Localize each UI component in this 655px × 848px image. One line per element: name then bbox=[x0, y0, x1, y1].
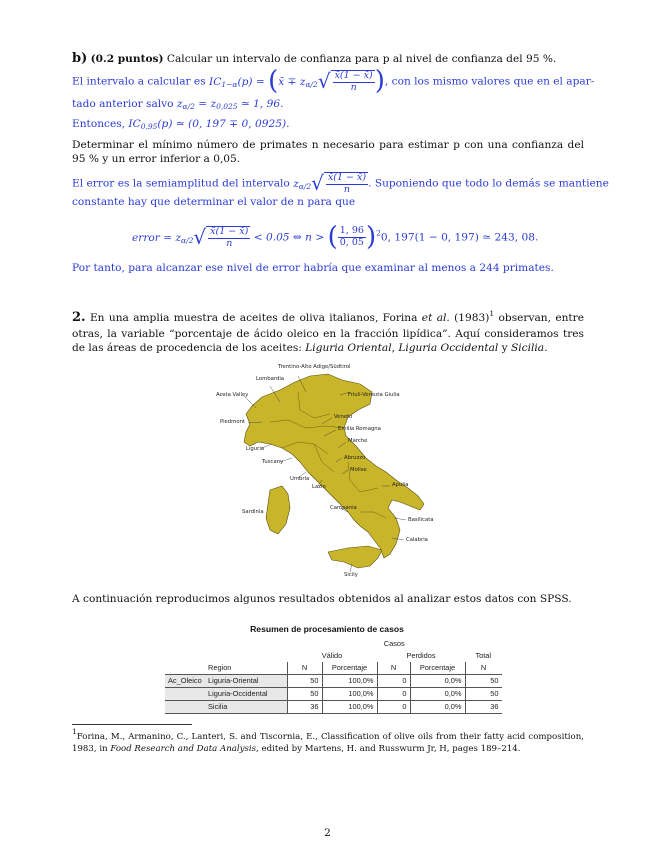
problem2-area3: Sicilia bbox=[511, 341, 545, 354]
answer1-line3-val: (p) ≃ (0, 197 ∓ 0, 0925). bbox=[157, 118, 290, 130]
problem2-etal: et al. bbox=[421, 312, 450, 324]
eq-mid: < 0.05 ⇔ n > bbox=[253, 231, 325, 244]
answer2-conclusion: Por tanto, para alcanzar ese nivel de error habría que examinar al menos a 244 primates. bbox=[72, 262, 554, 274]
label-basilicata: Basilicata bbox=[408, 517, 434, 523]
question-b-points: (0.2 puntos) bbox=[90, 53, 164, 65]
label-trentino: Trentino-Alto Adige/Südtirol bbox=[278, 364, 351, 370]
row-region: Sicilia bbox=[205, 701, 287, 714]
problem2-end: . bbox=[544, 341, 548, 354]
cell-total-n: 36 bbox=[465, 701, 502, 714]
eq-right: 0, 197(1 − 0, 197) ≃ 243, 08. bbox=[380, 231, 539, 244]
cell-lost-n: 0 bbox=[377, 688, 410, 701]
answer1-line2-prefix: tado anterior salvo bbox=[72, 98, 174, 110]
question-b-label: b) bbox=[72, 51, 88, 66]
label-lombardia: Lombardia bbox=[256, 376, 285, 382]
label-sardinia: Sardinia bbox=[242, 509, 264, 515]
spss-table bbox=[165, 638, 502, 714]
sicily-shape bbox=[328, 546, 382, 568]
answer1-line3-ic: IC bbox=[128, 118, 141, 130]
page-number: 2 bbox=[324, 827, 331, 839]
question-n: Determinar el mínimo número de primates n necesario para estimar p con una confianza del 95 % y un error inferior a 0,05. bbox=[72, 139, 584, 166]
answer1-ic-arg: (p) = bbox=[237, 75, 265, 88]
eq-pfrac-den: 0, 05 bbox=[339, 237, 364, 249]
answer2-line1: El error es la semiamplitud del intervalo $z_{\alpha/2}√$ $\frac{x̄(1 - x̄)}{n}$ . Suponiendo que todo lo demás se mantiene bbox=[72, 171, 609, 195]
eq-pfrac-num: 1, 96 bbox=[339, 225, 364, 237]
label-veneto: Veneto bbox=[334, 414, 353, 420]
answer1-line2-sub: α/2 bbox=[182, 102, 195, 111]
answer1-line1: El intervalo a calcular es $IC_{1-\alpha}(p)$ = (x̄ ∓ $z_{\alpha/2}√$ $\frac{x̄(1 - x̄)}{n}$ ), con los mismo valores que en el apar- bbox=[72, 66, 595, 96]
label-sicily: Sicily bbox=[344, 572, 358, 578]
table-title: Resumen de procesamiento de casos bbox=[250, 624, 404, 634]
answer2-suffix: . Suponiendo que todo lo demás se mantiene bbox=[368, 177, 609, 190]
answer1-ic: IC bbox=[209, 75, 222, 88]
italy-map bbox=[210, 362, 435, 587]
problem2-text-c: observan, entre otras, la variable “porcentaje de ácido oleico en la fracción lipídica”. Aquí consideramos tres de las áreas de procedencia de los aceites: bbox=[72, 312, 584, 354]
sardinia-shape bbox=[266, 486, 290, 534]
footnote-text-b: , edited by Martens, H. and Russwurm Jr, H, pages 189–214. bbox=[256, 744, 521, 755]
eq-frac-den: n bbox=[226, 237, 233, 249]
header-n-lost: N bbox=[377, 662, 410, 675]
after-map-text: A continuación reproducimos algunos resultados obtenidos al analizar estos datos con SPSS. bbox=[72, 593, 572, 605]
eq-frac-num: x̄(1 − x̄) bbox=[210, 225, 249, 237]
cell-valid-pct: 100,0% bbox=[322, 688, 377, 701]
problem2 bbox=[72, 309, 584, 355]
answer1-line2-z: z bbox=[176, 98, 183, 110]
problem2-text-a: En una amplia muestra de aceites de oliva italianos, Forina bbox=[89, 312, 418, 324]
answer1-line2-val: ≃ 1, 96. bbox=[240, 98, 284, 110]
problem2-text-b: (1983) bbox=[454, 312, 490, 324]
problem2-number: 2. bbox=[72, 310, 86, 325]
header-n-valid: N bbox=[287, 662, 322, 675]
cell-total-n: 50 bbox=[465, 688, 502, 701]
answer2-frac-num: x̄(1 − x̄) bbox=[327, 171, 367, 183]
question-b-text: Calcular un intervalo de confianza para p al nivel de confianza del 95 %. bbox=[166, 53, 557, 65]
label-liguria: Liguria bbox=[246, 446, 265, 452]
label-tuscany: Tuscany bbox=[262, 459, 284, 465]
answer1-line2 bbox=[72, 97, 284, 112]
row-region: Liguria-Oriental bbox=[205, 675, 287, 688]
cell-valid-n: 50 bbox=[287, 675, 322, 688]
footnote-rule bbox=[72, 724, 192, 725]
label-umbria: Umbria bbox=[290, 476, 310, 482]
problem2-footmark: 1 bbox=[489, 309, 495, 318]
label-apulia: Apulia bbox=[392, 482, 409, 488]
answer1-line3 bbox=[72, 117, 289, 132]
eq-exp: 2 bbox=[376, 228, 381, 238]
cell-valid-n: 50 bbox=[287, 688, 322, 701]
answer1-ic-sub: 1−α bbox=[221, 79, 238, 89]
answer1-line2-sub2: 0,025 bbox=[216, 102, 238, 111]
label-lazio: Lazio bbox=[312, 484, 326, 490]
answer2-z: z bbox=[293, 177, 299, 190]
problem2-area1: Liguria Oriental bbox=[305, 341, 392, 354]
label-aosta: Aosta Valley bbox=[216, 392, 249, 398]
answer1-line2-eq: = z bbox=[198, 98, 217, 110]
header-pct-lost: Porcentaje bbox=[410, 662, 465, 675]
cell-valid-n: 36 bbox=[287, 701, 322, 714]
answer1-line3-sub: 0,95 bbox=[140, 122, 158, 131]
header-perdidos: Perdidos bbox=[406, 651, 436, 660]
label-abruzzo: Abruzzo bbox=[344, 455, 366, 461]
header-total: Total bbox=[475, 651, 492, 660]
eq-sub: α/2 bbox=[181, 235, 194, 245]
cell-lost-pct: 0,0% bbox=[410, 688, 465, 701]
answer2-prefix: El error es la semiamplitud del intervalo bbox=[72, 177, 290, 190]
label-piedmont: Piedmont bbox=[220, 419, 246, 425]
label-emilia: Emilia Romagna bbox=[338, 426, 381, 432]
header-valido: Válido bbox=[321, 651, 343, 660]
answer2-equation: error = $z_{\alpha/2}√$ $\frac{x̄(1 - x̄)}{n}$ < 0.05 ⇔ n > ( $\frac{1, 96}{0, 05}$ )$^2$0, 197(1 − 0, 197) ≃ 243, 08. bbox=[132, 222, 539, 252]
cell-valid-pct: 100,0% bbox=[322, 701, 377, 714]
answer1-z-sub: α/2 bbox=[305, 79, 318, 89]
header-region: Region bbox=[205, 662, 287, 675]
answer1-xbar-pm: x̄ ∓ z bbox=[278, 75, 306, 88]
cell-lost-pct: 0,0% bbox=[410, 701, 465, 714]
problem2-area2: Liguria Occidental bbox=[398, 341, 499, 354]
table-row bbox=[165, 688, 502, 701]
footnote-mark: 1 bbox=[72, 727, 77, 736]
footnote bbox=[72, 727, 584, 756]
answer2-line2: constante hay que determinar el valor de n para que bbox=[72, 196, 356, 208]
row-region: Liguria-Occidental bbox=[205, 688, 287, 701]
answer2-z-sub: α/2 bbox=[298, 181, 312, 191]
cell-lost-pct: 0,0% bbox=[410, 675, 465, 688]
problem2-sep1: , bbox=[391, 341, 395, 354]
answer1-frac-den: n bbox=[350, 81, 357, 93]
row-label: Ac_Oleico bbox=[165, 675, 205, 688]
answer1-frac-num: x̄(1 − x̄) bbox=[334, 69, 373, 81]
answer2-frac-den: n bbox=[343, 183, 351, 195]
answer1-suffix: , con los mismo valores que en el apar- bbox=[384, 75, 595, 88]
eq-left: error = z bbox=[132, 231, 182, 244]
cell-total-n: 50 bbox=[465, 675, 502, 688]
footnote-text-a: Forina, M., Armanino, C., Lanteri, S. and Tiscornia, E., Classification of olive oils from their fatty acid composition, 1983, in bbox=[72, 732, 584, 755]
label-molise: Molise bbox=[350, 467, 367, 473]
header-casos: Casos bbox=[383, 639, 405, 648]
problem2-sep2: y bbox=[501, 341, 508, 354]
cell-lost-n: 0 bbox=[377, 675, 410, 688]
header-n-total: N bbox=[465, 662, 502, 675]
table-row bbox=[165, 701, 502, 714]
footnote-journal: Food Research and Data Analysis bbox=[110, 744, 257, 755]
cell-valid-pct: 100,0% bbox=[322, 675, 377, 688]
label-marche: Marche bbox=[348, 438, 368, 444]
cell-lost-n: 0 bbox=[377, 701, 410, 714]
label-calabria: Calabria bbox=[406, 537, 428, 543]
label-friuli: Friuli-Venezia Giulia bbox=[348, 392, 400, 398]
answer1-line3-prefix: Entonces, bbox=[72, 118, 126, 130]
answer1-prefix: El intervalo a calcular es bbox=[72, 75, 206, 88]
table-row bbox=[165, 675, 502, 688]
label-campania: Campania bbox=[330, 505, 357, 511]
header-pct-valid: Porcentaje bbox=[322, 662, 377, 675]
